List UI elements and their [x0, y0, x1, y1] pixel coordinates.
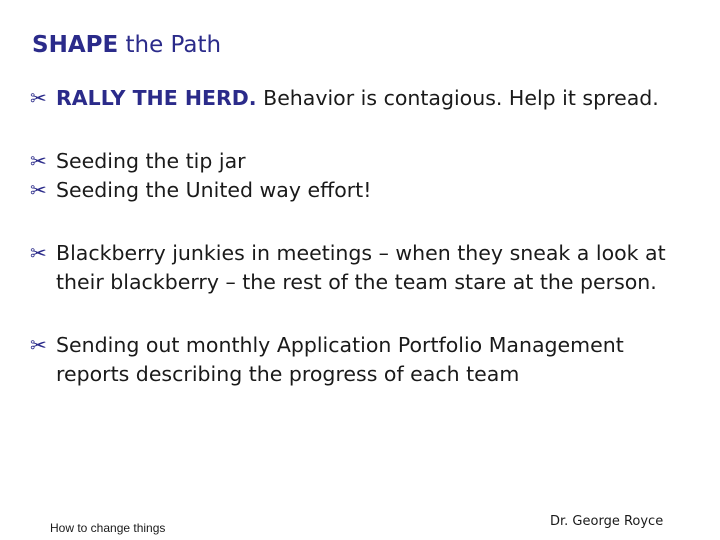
- bullet-item: [30, 176, 670, 205]
- footer-left-text: How to change things: [50, 521, 166, 535]
- bullet-text: Seeding the tip jar: [56, 149, 246, 173]
- slide-title-strong: SHAPE: [32, 32, 119, 58]
- bullet-text: Seeding the United way effort!: [56, 178, 372, 202]
- slide-title-rest: the Path: [118, 32, 222, 58]
- bullet-text: Sending out monthly Application Portfolio Management reports describing the progress of each team: [56, 333, 624, 386]
- footer-author: Dr. George Royce: [550, 514, 664, 529]
- slide-title: [32, 32, 221, 58]
- bullet-text: Blackberry junkies in meetings – when they sneak a look at their blackberry – the rest of the team stare at the person.: [56, 241, 666, 294]
- scissors-icon: ✂: [30, 86, 47, 110]
- bullet-text: Behavior is contagious. Help it spread.: [256, 86, 659, 110]
- bullet-item: [30, 331, 670, 389]
- bullet-item: [30, 147, 670, 176]
- scissors-icon: ✂: [30, 333, 47, 357]
- bullet-list: [30, 84, 670, 389]
- bullet-item: [30, 84, 670, 113]
- scissors-icon: ✂: [30, 149, 47, 173]
- bullet-lead: RALLY THE HERD.: [56, 86, 257, 110]
- bullet-item: [30, 239, 670, 297]
- scissors-icon: ✂: [30, 178, 47, 202]
- scissors-icon: ✂: [30, 241, 47, 265]
